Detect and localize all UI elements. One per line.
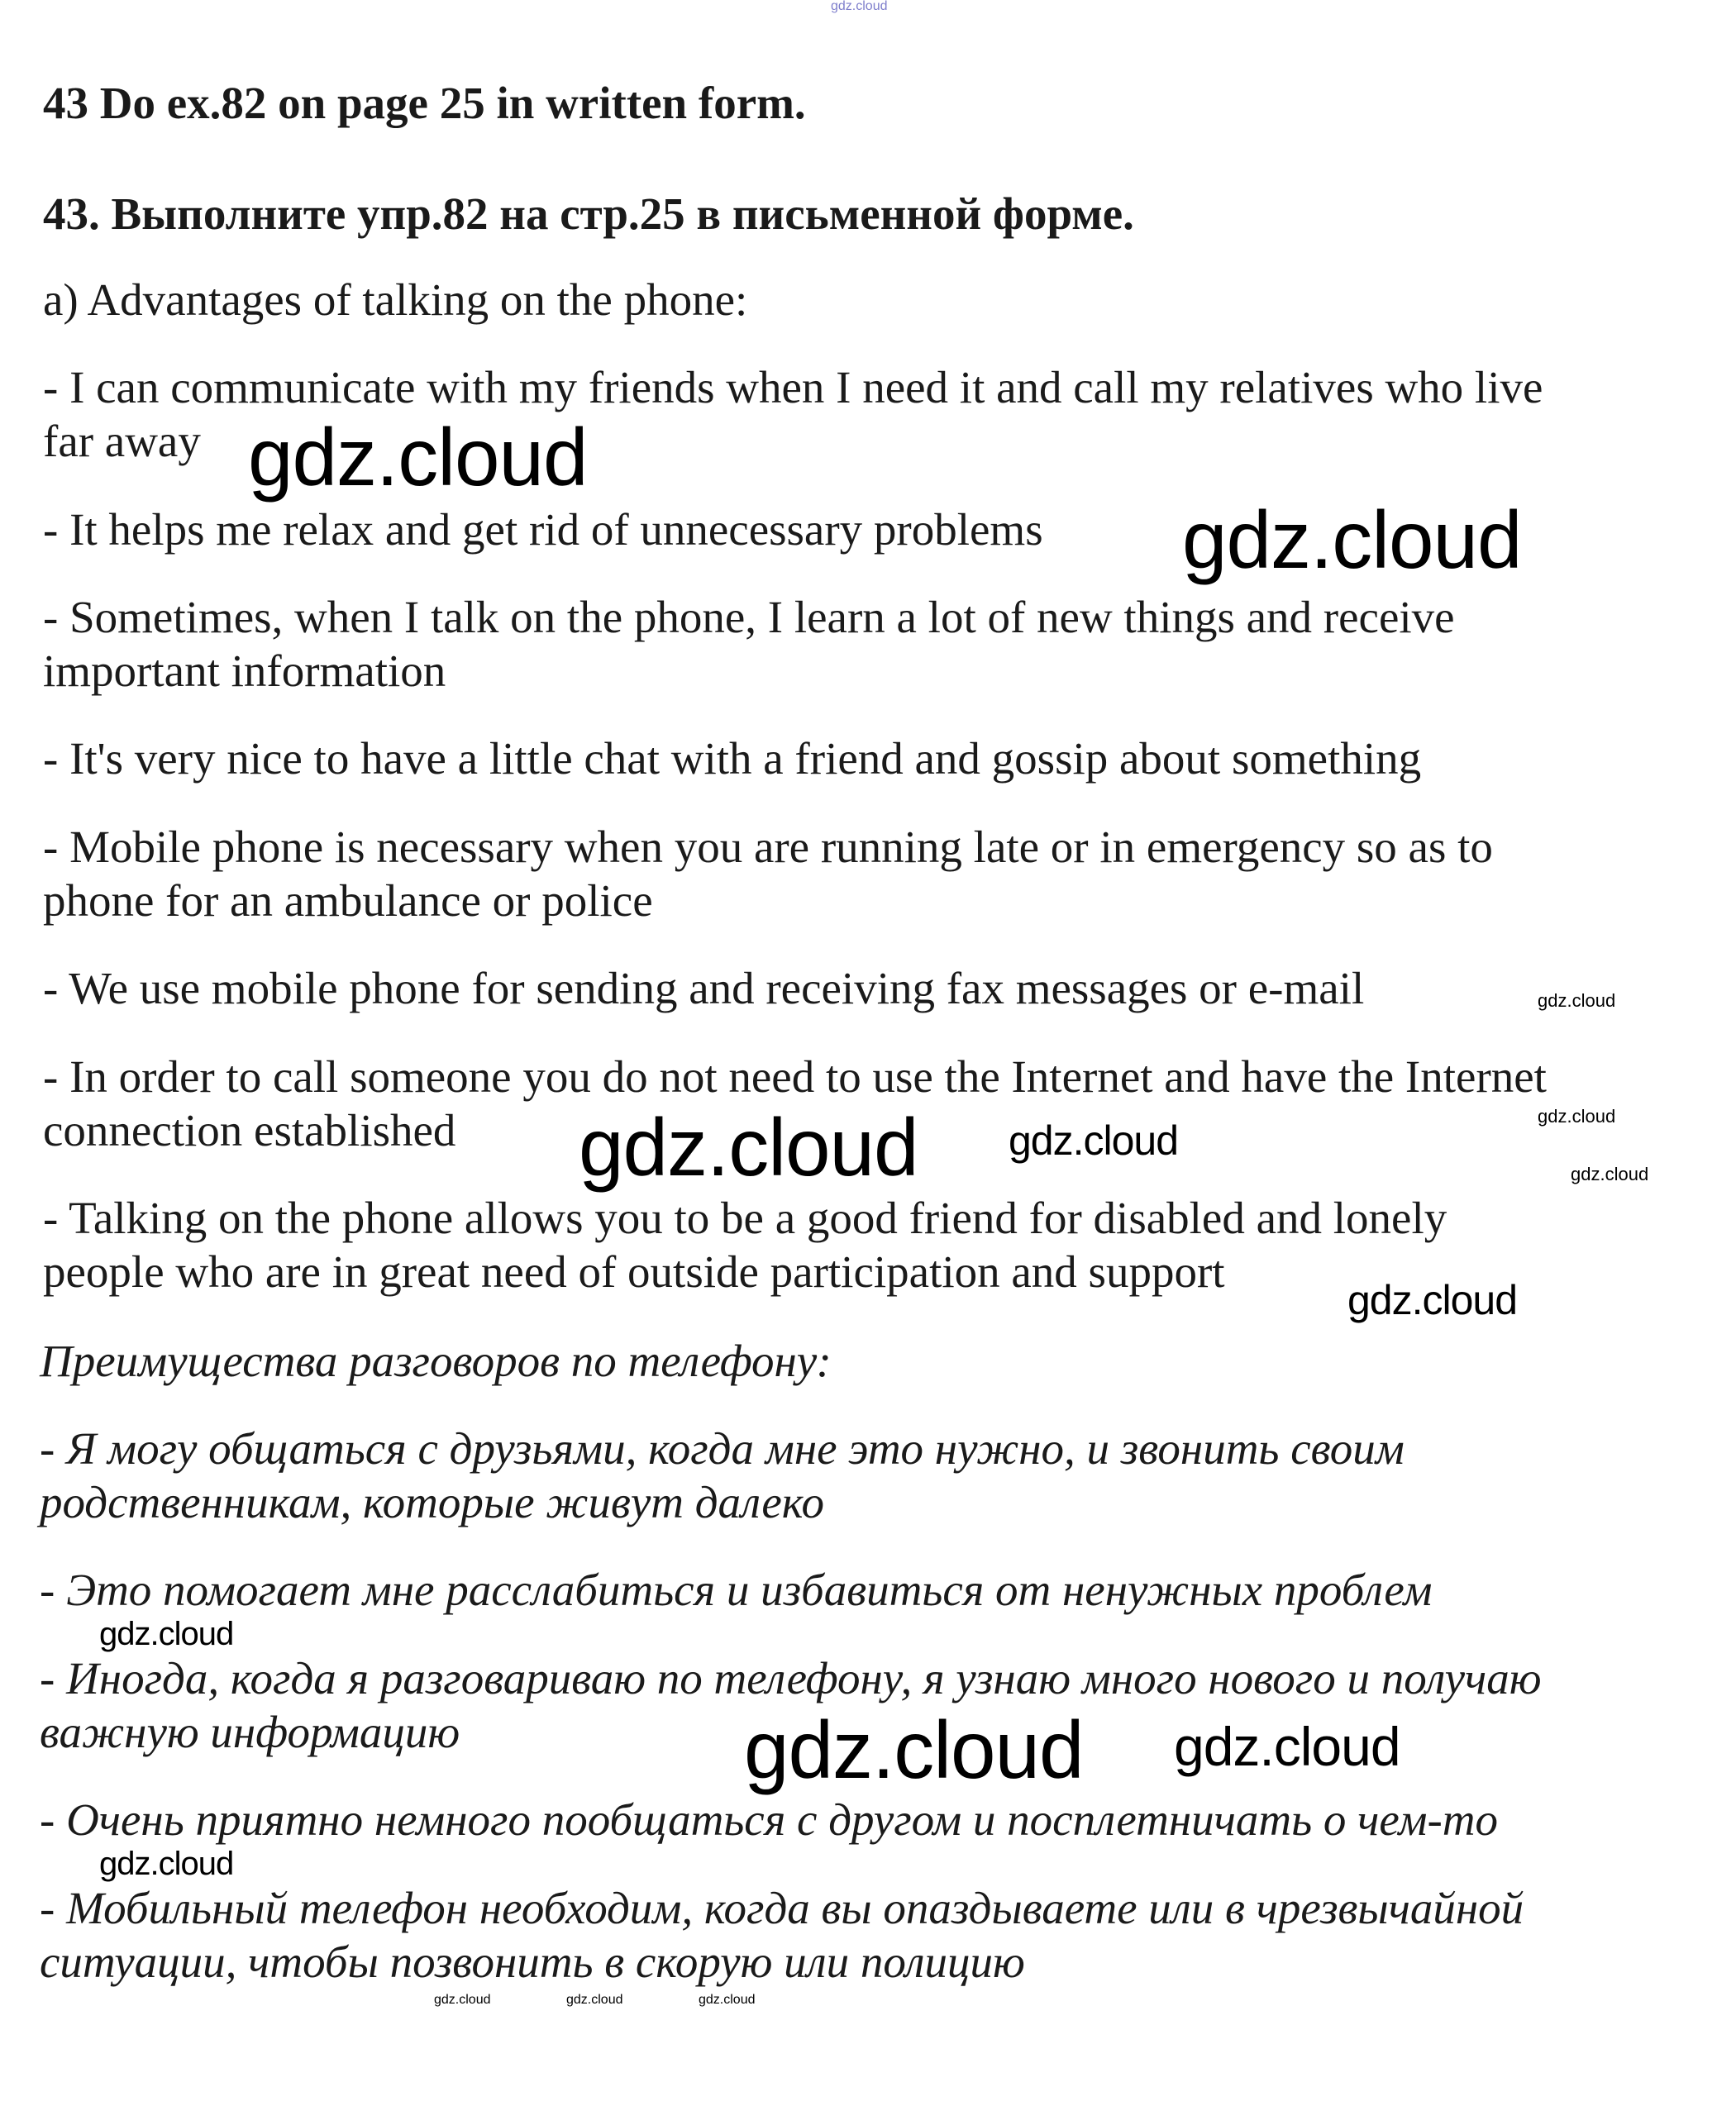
watermark: gdz.cloud <box>1347 1277 1518 1323</box>
list-item-ru: - Это помогает мне расслабиться и избавиться от ненужных проблем <box>40 1565 1433 1615</box>
watermark: gdz.cloud <box>1182 494 1522 585</box>
watermark: gdz.cloud <box>566 1993 623 2007</box>
watermark: gdz.cloud <box>1009 1117 1179 1164</box>
list-item-ru: - Я могу общаться с друзьями, когда мне это нужно, и звонить своим родственникам, которые живут далеко <box>40 1423 1405 1527</box>
watermark: gdz.cloud <box>579 1102 918 1193</box>
exercise-title-en: 43 Do ex.82 on page 25 in written form. <box>43 78 806 128</box>
list-item-ru: - Мобильный телефон необходим, когда вы опаздываете или в чрезвычайной ситуации, чтобы позвонить в скорую или полицию <box>40 1883 1524 1987</box>
list-item-en: - Mobile phone is necessary when you are running late or in emergency so as to phone for an ambulance or police <box>43 822 1493 926</box>
watermark: gdz.cloud <box>831 0 888 13</box>
watermark: gdz.cloud <box>248 412 588 503</box>
section-heading-en: a) Advantages of talking on the phone: <box>43 274 748 325</box>
watermark: gdz.cloud <box>1174 1716 1400 1777</box>
watermark: gdz.cloud <box>434 1993 491 2007</box>
watermark: gdz.cloud <box>1538 1106 1616 1127</box>
list-item-ru: - Иногда, когда я разговариваю по телефону, я узнаю много нового и получаю важную информацию <box>40 1653 1542 1757</box>
list-item-en: - Sometimes, when I talk on the phone, I learn a lot of new things and receive important information <box>43 592 1455 696</box>
list-item-en: - In order to call someone you do not need to use the Internet and have the Internet connection established <box>43 1051 1547 1155</box>
watermark: gdz.cloud <box>1538 990 1616 1011</box>
list-item-en: - It helps me relax and get rid of unnecessary problems <box>43 504 1043 555</box>
list-item-en: - It's very nice to have a little chat with a friend and gossip about something <box>43 733 1422 784</box>
watermark: gdz.cloud <box>99 1616 234 1652</box>
list-item-en: - We use mobile phone for sending and receiving fax messages or e-mail <box>43 963 1365 1013</box>
watermark: gdz.cloud <box>1571 1164 1649 1184</box>
list-item-ru: - Очень приятно немного пообщаться с другом и посплетничать о чем-то <box>40 1794 1499 1845</box>
list-item-en: - I can communicate with my friends when I need it and call my relatives who live far away <box>43 362 1543 466</box>
watermark: gdz.cloud <box>699 1993 756 2007</box>
exercise-title-ru: 43. Выполните упр.82 на стр.25 в письменной форме. <box>43 188 1134 239</box>
list-item-en: - Talking on the phone allows you to be a good friend for disabled and lonely people who are in great need of outside participation and support <box>43 1193 1447 1297</box>
section-heading-ru: Преимущества разговоров по телефону: <box>40 1336 832 1386</box>
watermark: gdz.cloud <box>744 1704 1084 1795</box>
watermark: gdz.cloud <box>99 1846 234 1882</box>
